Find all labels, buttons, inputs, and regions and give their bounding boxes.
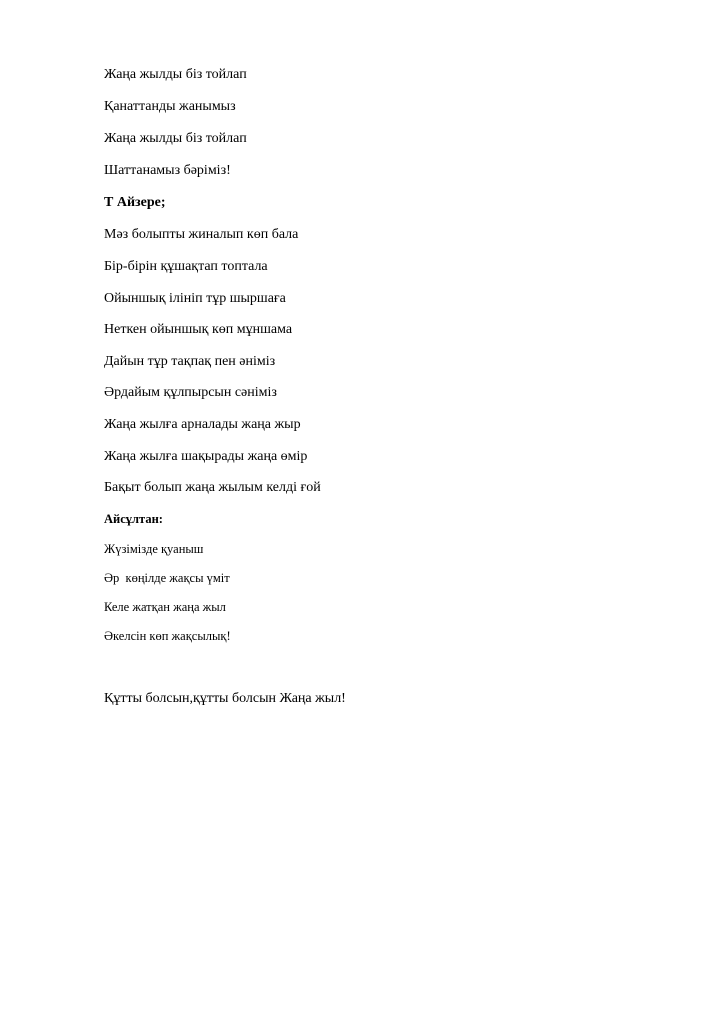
poem-line: Жүзімізде қуаныш xyxy=(104,542,204,556)
poem-line: Жаңа жылға шақырады жаңа өмір xyxy=(104,449,308,464)
poem-line: Мәз болыпты жиналып көп бала xyxy=(104,227,299,242)
poem-line: Ойыншық ілініп тұр шыршаға xyxy=(104,291,286,306)
poem-line: Шаттанамыз бәріміз! xyxy=(104,163,231,178)
poem-line: Жаңа жылды біз тойлап xyxy=(104,131,247,146)
poem-line: Әрдайым құлпырсын сәніміз xyxy=(104,385,277,400)
speaker-name: Т Айзере; xyxy=(104,195,166,210)
poem-line: Әр көңілде жақсы үміт xyxy=(104,571,230,585)
poem-line: Қанаттанды жанымыз xyxy=(104,99,236,114)
poem-line: Жаңа жылды біз тойлап xyxy=(104,67,247,82)
poem-line: Бір-бірін құшақтап топтала xyxy=(104,259,268,274)
poem-line: Бақыт болып жаңа жылым келді ғой xyxy=(104,480,321,495)
poem-line: Жаңа жылға арналады жаңа жыр xyxy=(104,417,301,432)
poem-line: Келе жатқан жаңа жыл xyxy=(104,600,226,614)
poem-line: Неткен ойыншық көп мұншама xyxy=(104,322,293,337)
speaker-name: Айсұлтан: xyxy=(104,512,163,526)
poem-line: Дайын тұр тақпақ пен әніміз xyxy=(104,354,276,369)
poem-line: Әкелсін көп жақсылық! xyxy=(104,629,231,643)
closing-line: Құтты болсын,құтты болсын Жаңа жыл! xyxy=(104,691,346,706)
